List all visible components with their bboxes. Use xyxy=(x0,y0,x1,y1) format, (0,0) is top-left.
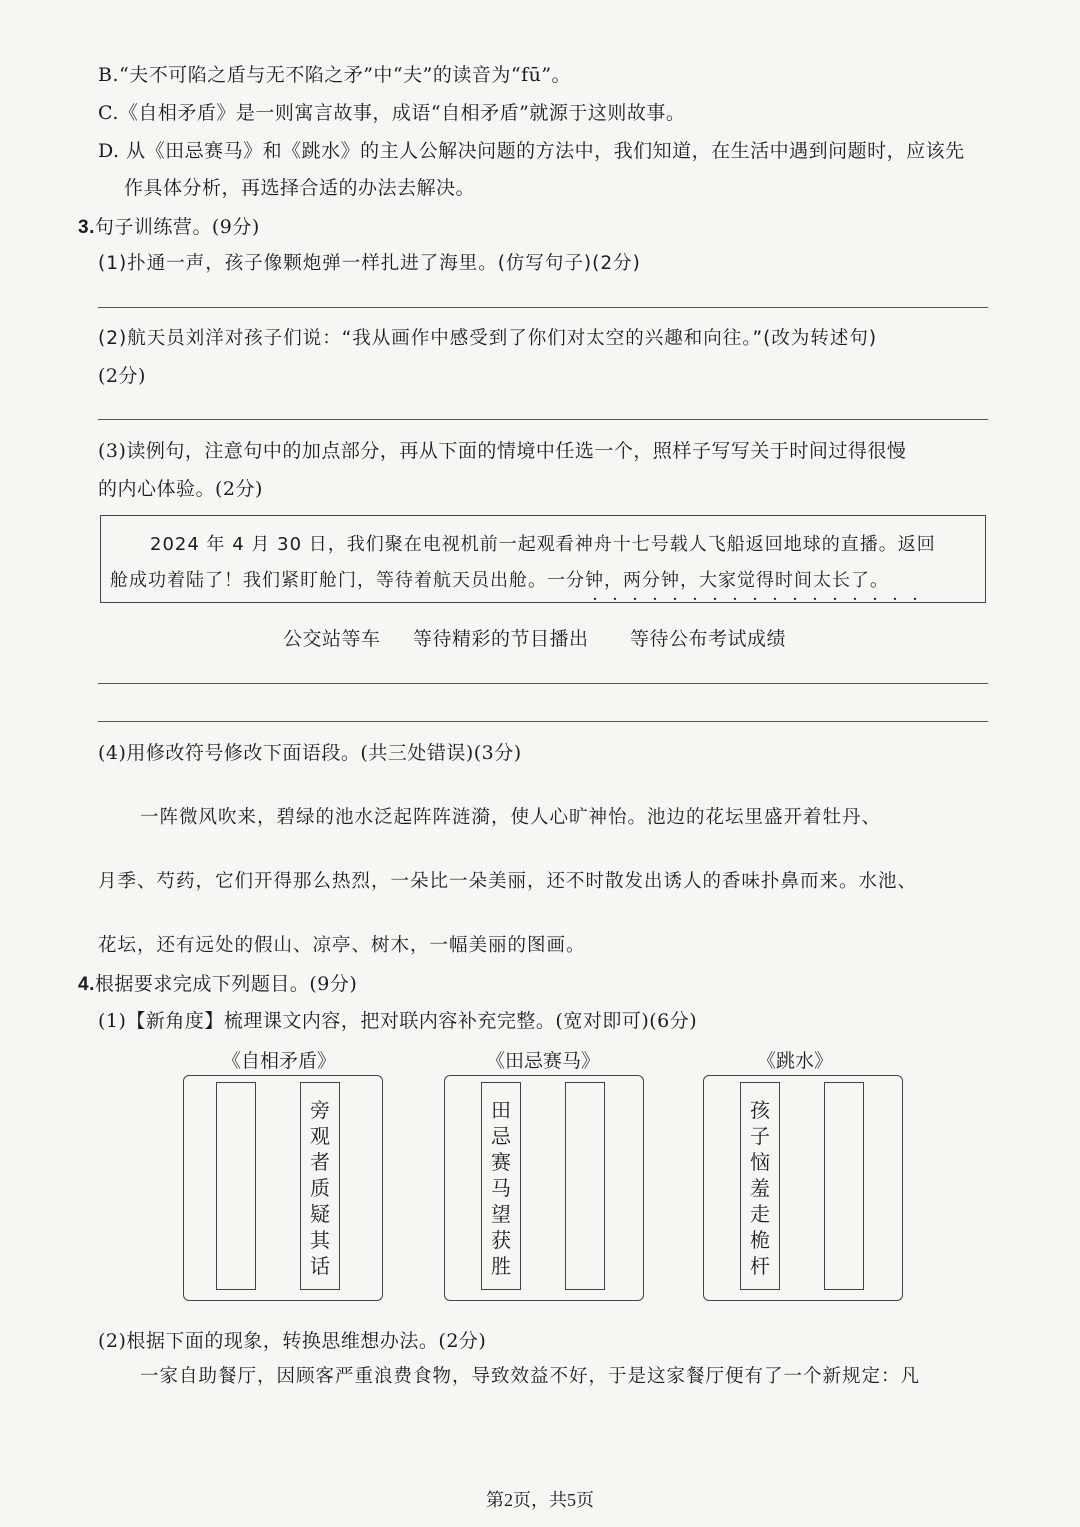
q2-option-d-line1: D. 从《田忌赛马》和《跳水》的主人公解决问题的方法中，我们知道，在生活中遇到问题时，应该先 xyxy=(98,140,965,162)
couplet-char: 恼 xyxy=(750,1150,770,1174)
q4-sub1: (1)【新角度】梳理课文内容，把对联内容补充完整。(宽对即可)(6分) xyxy=(98,1010,698,1032)
q4-header xyxy=(78,969,357,996)
q3-number: 3. xyxy=(78,217,95,238)
couplet-char: 赛 xyxy=(491,1150,511,1174)
couplet-char: 忌 xyxy=(491,1124,511,1148)
couplet-char: 子 xyxy=(750,1124,770,1148)
couplet-frame-3 xyxy=(703,1075,903,1301)
q3-sub3-answer-line-1[interactable] xyxy=(98,683,988,684)
passage-line1: 一阵微风吹来，碧绿的池水泛起阵阵涟漪，使人心旷神怡。池边的花坛里盛开着牡丹、 xyxy=(140,807,882,828)
couplet-title-3: 《跳水》 xyxy=(757,1050,834,1072)
couplet-char: 望 xyxy=(491,1202,511,1226)
q4-sub2: (2)根据下面的现象，转换思维想办法。(2分) xyxy=(98,1330,487,1352)
couplet-char: 旁 xyxy=(310,1098,330,1122)
couplet-frame-1 xyxy=(183,1075,383,1301)
couplet-char: 观 xyxy=(310,1124,330,1148)
q2-option-b: B.“夫不可陷之盾与无不陷之矛”中“夫”的读音为“fū”。 xyxy=(98,64,572,86)
q3-sub2-answer-line[interactable] xyxy=(98,419,988,420)
scenario-2: 等待精彩的节目播出 xyxy=(413,628,589,650)
couplet-3-blank-strip[interactable] xyxy=(824,1082,864,1290)
q3-sub1-answer-line[interactable] xyxy=(98,307,988,308)
example-line2-text: 舱成功着陆了！我们紧盯舱门，等待着航天员出舱。 xyxy=(110,570,547,591)
couplet-char: 桅 xyxy=(750,1228,770,1252)
couplet-char: 田 xyxy=(491,1098,511,1122)
scenario-3: 等待公布考试成绩 xyxy=(630,628,787,650)
q2-option-d-line2: 作具体分析，再选择合适的办法去解决。 xyxy=(124,177,476,199)
couplet-1-blank-strip[interactable] xyxy=(216,1082,256,1290)
q3-sub3-answer-line-2[interactable] xyxy=(98,721,988,722)
emphasis-dots: · · · · · · · · · · · · · · · · · xyxy=(592,589,918,610)
couplet-1-given-strip xyxy=(300,1082,340,1290)
q3-sub3-line2: 的内心体验。(2分) xyxy=(98,478,263,500)
passage-line2: 月季、芍药，它们开得那么热烈，一朵比一朵美丽，还不时散发出诱人的香味扑鼻而来。水池、 xyxy=(98,871,918,892)
scenario-1: 公交站等车 xyxy=(283,628,381,650)
passage-line3: 花坛，还有远处的假山、凉亭、树木，一幅美丽的图画。 xyxy=(98,935,586,956)
couplet-char: 孩 xyxy=(750,1098,770,1122)
couplet-char: 获 xyxy=(491,1228,511,1252)
q3-sub2-line1: (2)航天员刘洋对孩子们说：“我从画作中感受到了你们对太空的兴趣和向往。”(改为转述句) xyxy=(98,328,878,349)
couplet-title-1: 《自相矛盾》 xyxy=(222,1050,337,1072)
couplet-title-2: 《田忌赛马》 xyxy=(486,1050,601,1072)
example-emphasis: 一分钟，两分钟，大家觉得时间太长了。 xyxy=(547,570,889,591)
q4-sub2-text: 一家自助餐厅，因顾客严重浪费食物，导致效益不好，于是这家餐厅便有了一个新规定：凡 xyxy=(140,1366,921,1387)
couplet-2-given-strip xyxy=(481,1082,521,1290)
couplet-char: 马 xyxy=(491,1176,511,1200)
couplet-char: 话 xyxy=(310,1254,330,1278)
q3-sub2-line2: (2分) xyxy=(98,365,146,387)
q2-option-c: C.《自相矛盾》是一则寓言故事，成语“自相矛盾”就源于这则故事。 xyxy=(98,102,686,124)
q4-title: 根据要求完成下列题目。(9分) xyxy=(94,973,358,995)
couplet-2-blank-strip[interactable] xyxy=(565,1082,605,1290)
couplet-3-given-strip xyxy=(740,1082,780,1290)
couplet-char: 者 xyxy=(310,1150,330,1174)
couplet-char: 走 xyxy=(750,1202,770,1226)
q3-sub3-line1: (3)读例句，注意句中的加点部分，再从下面的情境中任选一个，照样子写写关于时间过得很慢 xyxy=(98,440,907,462)
couplet-char: 杆 xyxy=(750,1254,770,1278)
couplet-frame-2 xyxy=(444,1075,644,1301)
example-line1: 2024 年 4 月 30 日，我们聚在电视机前一起观看神舟十七号载人飞船返回地球的直播。返回 xyxy=(150,534,936,555)
q4-number: 4. xyxy=(78,974,95,995)
q3-sub4: (4)用修改符号修改下面语段。(共三处错误)(3分) xyxy=(98,742,522,764)
couplet-char: 疑 xyxy=(310,1202,330,1226)
couplet-char: 胜 xyxy=(491,1254,511,1278)
q3-sub1: (1)扑通一声，孩子像颗炮弹一样扎进了海里。(仿写句子)(2分) xyxy=(98,253,641,274)
couplet-char: 羞 xyxy=(750,1176,770,1200)
q3-title: 句子训练营。(9分) xyxy=(94,216,260,238)
couplet-char: 质 xyxy=(310,1176,330,1200)
q3-header xyxy=(78,212,260,239)
couplet-char: 其 xyxy=(310,1228,330,1252)
page-footer: 第2页，共5页 xyxy=(486,1490,594,1510)
